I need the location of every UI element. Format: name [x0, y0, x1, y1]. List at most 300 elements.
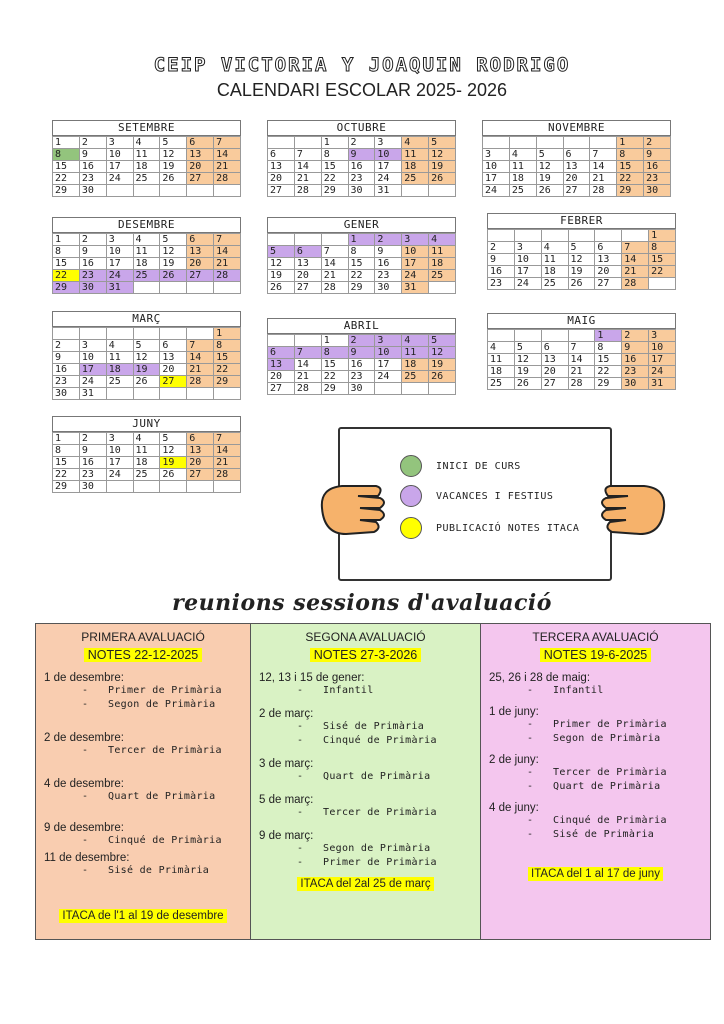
- day-cell: 3: [483, 149, 510, 161]
- month-days-table: [52, 136, 241, 197]
- day-cell: 3: [649, 330, 676, 342]
- day-cell: 7: [214, 433, 241, 445]
- day-cell: 6: [268, 149, 295, 161]
- day-cell: 26: [160, 173, 187, 185]
- day-cell: 1: [321, 335, 348, 347]
- day-cell: 9: [375, 246, 402, 258]
- day-cell: 24: [375, 173, 402, 185]
- day-cell: 2: [79, 234, 106, 246]
- week-row: [268, 149, 456, 161]
- day-cell: [133, 388, 160, 400]
- day-cell: 10: [649, 342, 676, 354]
- day-cell: 21: [214, 161, 241, 173]
- day-cell: 19: [514, 366, 541, 378]
- day-cell: 18: [133, 161, 160, 173]
- day-cell: [133, 282, 160, 294]
- day-cell: 11: [509, 161, 536, 173]
- day-cell: 17: [106, 161, 133, 173]
- day-cell: 13: [268, 161, 295, 173]
- notes-date: [259, 646, 472, 664]
- month-name: DESEMBRE: [52, 217, 241, 233]
- day-cell: 21: [568, 366, 595, 378]
- meeting-group: - Segon de Primària: [297, 842, 472, 856]
- school-name: CEIP VICTORIA Y JOAQUIN RODRIGO: [153, 54, 571, 76]
- day-cell: [187, 282, 214, 294]
- day-cell: 23: [375, 270, 402, 282]
- day-cell: 19: [568, 266, 595, 278]
- day-cell: 12: [268, 258, 295, 270]
- day-cell: [268, 234, 295, 246]
- day-cell: 30: [644, 185, 671, 197]
- meeting-date: 25, 26 i 28 de maig:: [489, 672, 591, 684]
- week-row: [488, 230, 676, 242]
- month-name: JUNY: [52, 416, 241, 432]
- day-cell: 12: [514, 354, 541, 366]
- month-name: FEBRER: [487, 213, 676, 229]
- day-cell: 18: [106, 364, 133, 376]
- day-cell: [53, 328, 80, 340]
- day-cell: [160, 388, 187, 400]
- day-cell: [488, 330, 515, 342]
- month-name: OCTUBRE: [267, 120, 456, 136]
- day-cell: 22: [348, 270, 375, 282]
- day-cell: 10: [79, 352, 106, 364]
- day-cell: 23: [644, 173, 671, 185]
- day-cell: 15: [53, 161, 80, 173]
- week-row: [53, 433, 241, 445]
- first-evaluation: [36, 624, 251, 939]
- day-cell: [214, 481, 241, 493]
- day-cell: 27: [541, 378, 568, 390]
- day-cell: 2: [79, 137, 106, 149]
- day-cell: [133, 481, 160, 493]
- day-cell: 24: [402, 270, 429, 282]
- day-cell: [268, 137, 295, 149]
- day-cell: [649, 278, 676, 290]
- meeting-date: 3 de març:: [259, 758, 314, 770]
- day-cell: 10: [402, 246, 429, 258]
- day-cell: 2: [348, 335, 375, 347]
- month-days-table: [52, 327, 241, 400]
- meeting-group: - Cinqué de Primària: [82, 834, 242, 848]
- day-cell: 11: [402, 149, 429, 161]
- day-cell: 6: [595, 242, 622, 254]
- day-cell: 7: [622, 242, 649, 254]
- day-cell: 4: [429, 234, 456, 246]
- day-cell: 30: [348, 383, 375, 395]
- day-cell: 7: [187, 340, 214, 352]
- day-cell: 1: [348, 234, 375, 246]
- week-row: [488, 354, 676, 366]
- day-cell: 21: [590, 173, 617, 185]
- day-cell: 25: [133, 270, 160, 282]
- day-cell: 14: [214, 246, 241, 258]
- day-cell: 24: [106, 469, 133, 481]
- day-cell: [133, 328, 160, 340]
- day-cell: 31: [402, 282, 429, 294]
- meeting-date: 2 de desembre:: [44, 732, 124, 744]
- day-cell: 27: [187, 173, 214, 185]
- day-cell: 14: [590, 161, 617, 173]
- day-cell: 9: [348, 347, 375, 359]
- day-cell: 11: [133, 445, 160, 457]
- day-cell: [509, 137, 536, 149]
- day-cell: 16: [375, 258, 402, 270]
- day-cell: 13: [187, 149, 214, 161]
- month-days-table: [52, 233, 241, 294]
- week-row: [268, 173, 456, 185]
- day-cell: 19: [133, 364, 160, 376]
- day-cell: 14: [622, 254, 649, 266]
- day-cell: 6: [294, 246, 321, 258]
- day-cell: 29: [321, 185, 348, 197]
- notes-date: [489, 646, 702, 664]
- day-cell: 13: [187, 246, 214, 258]
- day-cell: [160, 185, 187, 197]
- day-cell: 27: [294, 282, 321, 294]
- day-cell: 10: [106, 246, 133, 258]
- day-cell: 22: [321, 173, 348, 185]
- day-cell: 12: [429, 149, 456, 161]
- legend-holidays: [400, 485, 553, 507]
- day-cell: 23: [53, 376, 80, 388]
- day-cell: 25: [402, 371, 429, 383]
- day-cell: 28: [294, 383, 321, 395]
- day-cell: 12: [160, 445, 187, 457]
- day-cell: 9: [79, 149, 106, 161]
- day-cell: 21: [294, 173, 321, 185]
- day-cell: 26: [536, 185, 563, 197]
- day-cell: 27: [595, 278, 622, 290]
- day-cell: 26: [429, 173, 456, 185]
- day-cell: 24: [649, 366, 676, 378]
- day-cell: 25: [429, 270, 456, 282]
- week-row: [483, 137, 671, 149]
- meeting-date: 12, 13 i 15 de gener:: [259, 672, 365, 684]
- month-calendar: [267, 318, 456, 395]
- day-cell: 18: [402, 161, 429, 173]
- day-cell: 4: [106, 340, 133, 352]
- day-cell: 14: [294, 161, 321, 173]
- day-cell: 15: [321, 161, 348, 173]
- day-cell: 11: [106, 352, 133, 364]
- meeting-group: - Tercer de Primària: [82, 744, 242, 758]
- week-row: [53, 234, 241, 246]
- day-cell: 22: [649, 266, 676, 278]
- month-calendar: [482, 120, 671, 197]
- day-cell: 5: [268, 246, 295, 258]
- day-cell: 27: [160, 376, 187, 388]
- day-cell: 20: [541, 366, 568, 378]
- day-cell: 29: [53, 282, 80, 294]
- meeting-group: - Segon de Primària: [82, 698, 242, 712]
- day-cell: 4: [133, 433, 160, 445]
- month-days-table: [487, 229, 676, 290]
- day-cell: [187, 388, 214, 400]
- day-cell: 20: [563, 173, 590, 185]
- week-row: [268, 234, 456, 246]
- meeting-date: 1 de juny:: [489, 706, 539, 718]
- day-cell: 5: [133, 340, 160, 352]
- day-cell: 2: [644, 137, 671, 149]
- day-cell: 3: [106, 433, 133, 445]
- day-cell: 18: [488, 366, 515, 378]
- day-cell: 23: [79, 270, 106, 282]
- day-cell: 4: [402, 335, 429, 347]
- day-cell: 29: [595, 378, 622, 390]
- day-cell: 28: [187, 376, 214, 388]
- day-cell: 12: [160, 246, 187, 258]
- day-cell: 13: [541, 354, 568, 366]
- meeting-group: - Tercer de Primària: [297, 806, 472, 820]
- month-name: MAIG: [487, 313, 676, 329]
- week-row: [268, 270, 456, 282]
- day-cell: [133, 185, 160, 197]
- week-row: [268, 137, 456, 149]
- day-cell: 26: [514, 378, 541, 390]
- day-cell: 17: [106, 258, 133, 270]
- day-cell: 31: [106, 282, 133, 294]
- day-cell: 24: [483, 185, 510, 197]
- day-cell: 8: [649, 242, 676, 254]
- week-row: [53, 340, 241, 352]
- day-cell: 11: [133, 149, 160, 161]
- day-cell: 15: [321, 359, 348, 371]
- day-cell: 7: [214, 234, 241, 246]
- day-cell: 8: [617, 149, 644, 161]
- day-cell: 4: [133, 234, 160, 246]
- day-cell: 17: [375, 359, 402, 371]
- day-cell: 26: [160, 270, 187, 282]
- day-cell: 24: [106, 270, 133, 282]
- day-cell: [595, 230, 622, 242]
- day-cell: [160, 282, 187, 294]
- week-row: [488, 242, 676, 254]
- day-cell: 24: [106, 173, 133, 185]
- day-cell: 25: [133, 173, 160, 185]
- day-cell: [402, 185, 429, 197]
- day-cell: 10: [483, 161, 510, 173]
- day-cell: [429, 282, 456, 294]
- day-cell: 6: [187, 234, 214, 246]
- day-cell: 20: [268, 371, 295, 383]
- day-cell: 13: [187, 445, 214, 457]
- day-cell: 16: [79, 161, 106, 173]
- day-cell: 5: [429, 335, 456, 347]
- day-cell: 30: [348, 185, 375, 197]
- day-cell: 22: [617, 173, 644, 185]
- week-row: [53, 481, 241, 493]
- week-row: [268, 161, 456, 173]
- day-cell: 13: [294, 258, 321, 270]
- day-cell: 9: [488, 254, 515, 266]
- day-cell: 26: [133, 376, 160, 388]
- day-cell: 20: [160, 364, 187, 376]
- day-cell: 10: [375, 149, 402, 161]
- day-cell: [483, 137, 510, 149]
- day-cell: 6: [563, 149, 590, 161]
- meeting-group: - Infantil: [297, 684, 472, 698]
- day-cell: 13: [268, 359, 295, 371]
- day-cell: [187, 328, 214, 340]
- day-cell: 21: [214, 457, 241, 469]
- day-cell: 9: [79, 246, 106, 258]
- day-cell: 22: [321, 371, 348, 383]
- meeting-group: - Cinqué de Primària: [527, 814, 702, 828]
- month-days-table: [267, 136, 456, 197]
- day-cell: 4: [488, 342, 515, 354]
- week-row: [268, 383, 456, 395]
- day-cell: 19: [160, 258, 187, 270]
- legend-itaca: [400, 517, 579, 539]
- day-cell: [106, 328, 133, 340]
- notes-date: [44, 646, 242, 664]
- day-cell: 16: [53, 364, 80, 376]
- day-cell: [402, 383, 429, 395]
- day-cell: [106, 388, 133, 400]
- week-row: [268, 282, 456, 294]
- evaluation-title: PRIMERA AVALUACIÓ: [81, 630, 205, 644]
- day-cell: [429, 185, 456, 197]
- day-cell: 16: [79, 258, 106, 270]
- purple-circle-icon: [400, 485, 422, 507]
- meeting-date: 11 de desembre:: [44, 852, 130, 864]
- day-cell: 1: [53, 137, 80, 149]
- week-row: [53, 246, 241, 258]
- day-cell: 24: [514, 278, 541, 290]
- day-cell: 25: [133, 469, 160, 481]
- meeting-date: 1 de desembre:: [44, 672, 124, 684]
- day-cell: 30: [79, 185, 106, 197]
- day-cell: 14: [321, 258, 348, 270]
- week-row: [268, 359, 456, 371]
- week-row: [53, 352, 241, 364]
- week-row: [53, 376, 241, 388]
- day-cell: 12: [568, 254, 595, 266]
- day-cell: 30: [375, 282, 402, 294]
- day-cell: 10: [106, 149, 133, 161]
- day-cell: 17: [79, 364, 106, 376]
- day-cell: 19: [160, 161, 187, 173]
- day-cell: 22: [53, 270, 80, 282]
- week-row: [53, 173, 241, 185]
- day-cell: 23: [348, 173, 375, 185]
- day-cell: 21: [321, 270, 348, 282]
- legend-start-label: INICI DE CURS: [436, 460, 521, 472]
- legend-start: [400, 455, 521, 477]
- day-cell: [294, 335, 321, 347]
- day-cell: 25: [541, 278, 568, 290]
- day-cell: 20: [294, 270, 321, 282]
- day-cell: 2: [375, 234, 402, 246]
- day-cell: 5: [514, 342, 541, 354]
- day-cell: 2: [53, 340, 80, 352]
- day-cell: 6: [541, 342, 568, 354]
- day-cell: 20: [187, 161, 214, 173]
- legend-itaca-label: PUBLICACIÓ NOTES ITACA: [436, 522, 580, 534]
- meeting-group: - Segon de Primària: [527, 732, 702, 746]
- day-cell: 18: [429, 258, 456, 270]
- week-row: [268, 258, 456, 270]
- week-row: [483, 185, 671, 197]
- month-name: GENER: [267, 217, 456, 233]
- calendar-title: CALENDARI ESCOLAR 2025- 2026: [216, 80, 508, 100]
- day-cell: 2: [488, 242, 515, 254]
- month-name: SETEMBRE: [52, 120, 241, 136]
- meeting-date: 9 de desembre:: [44, 822, 124, 834]
- day-cell: 7: [214, 137, 241, 149]
- week-row: [268, 371, 456, 383]
- day-cell: [214, 388, 241, 400]
- week-row: [53, 328, 241, 340]
- day-cell: 20: [595, 266, 622, 278]
- day-cell: 16: [348, 161, 375, 173]
- day-cell: [536, 137, 563, 149]
- day-cell: 11: [541, 254, 568, 266]
- month-days-table: [487, 329, 676, 390]
- day-cell: [568, 230, 595, 242]
- day-cell: 23: [348, 371, 375, 383]
- week-row: [483, 173, 671, 185]
- month-name: NOVEMBRE: [482, 120, 671, 136]
- day-cell: 29: [617, 185, 644, 197]
- day-cell: 6: [160, 340, 187, 352]
- week-row: [268, 347, 456, 359]
- day-cell: 30: [79, 481, 106, 493]
- day-cell: 13: [160, 352, 187, 364]
- meeting-group: - Primer de Primària: [297, 856, 472, 870]
- day-cell: 9: [348, 149, 375, 161]
- day-cell: 7: [568, 342, 595, 354]
- evaluation-title: TERCERA AVALUACIÓ: [532, 630, 659, 644]
- day-cell: 13: [563, 161, 590, 173]
- week-row: [483, 149, 671, 161]
- meeting-group: - Quart de Primària: [527, 780, 702, 794]
- day-cell: 25: [106, 376, 133, 388]
- day-cell: 18: [402, 359, 429, 371]
- day-cell: [214, 282, 241, 294]
- week-row: [488, 342, 676, 354]
- month-calendar: [52, 217, 241, 294]
- week-row: [488, 266, 676, 278]
- itaca-period: [36, 906, 250, 924]
- day-cell: 17: [106, 457, 133, 469]
- day-cell: 27: [268, 383, 295, 395]
- day-cell: 17: [402, 258, 429, 270]
- day-cell: 1: [214, 328, 241, 340]
- day-cell: 21: [214, 258, 241, 270]
- day-cell: 21: [187, 364, 214, 376]
- day-cell: 21: [294, 371, 321, 383]
- evaluation-title: SEGONA AVALUACIÓ: [305, 630, 426, 644]
- day-cell: 25: [509, 185, 536, 197]
- day-cell: 28: [214, 469, 241, 481]
- third-evaluation: [481, 624, 710, 939]
- meeting-group: - Quart de Primària: [297, 770, 472, 784]
- month-calendar: [52, 120, 241, 197]
- week-row: [53, 469, 241, 481]
- meeting-date: 2 de març:: [259, 708, 314, 720]
- day-cell: 17: [375, 161, 402, 173]
- day-cell: [214, 185, 241, 197]
- day-cell: [106, 481, 133, 493]
- day-cell: 16: [348, 359, 375, 371]
- day-cell: 16: [79, 457, 106, 469]
- week-row: [268, 335, 456, 347]
- day-cell: 25: [488, 378, 515, 390]
- month-calendar: [52, 311, 241, 400]
- day-cell: [622, 230, 649, 242]
